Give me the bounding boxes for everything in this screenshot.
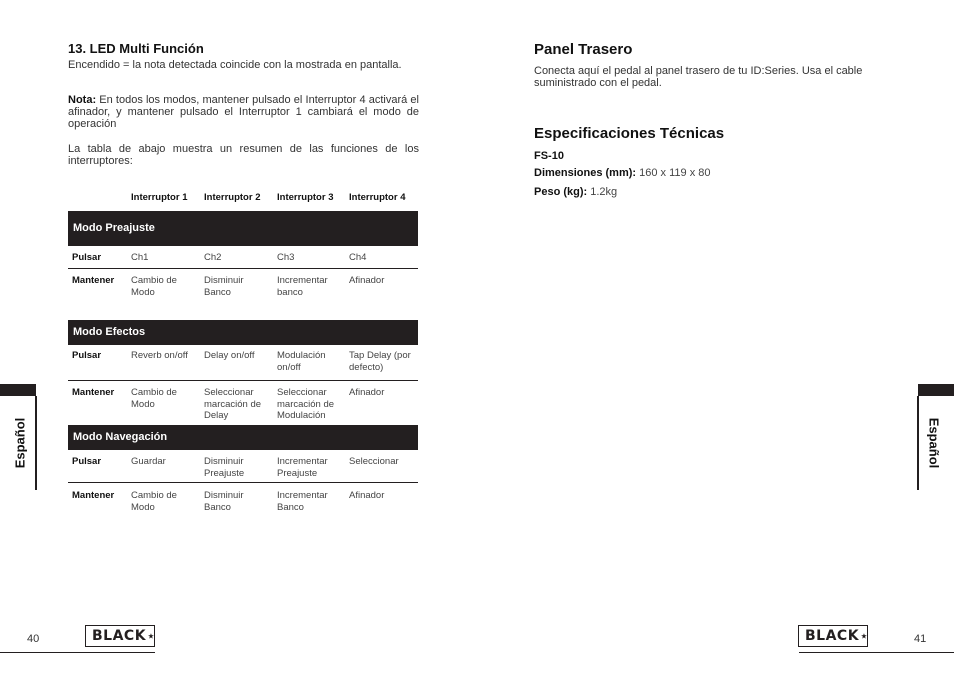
table-cell: Delay on/off — [204, 350, 255, 361]
table-cell: Cambio de Modo — [131, 387, 177, 410]
column-header: Interruptor 4 — [349, 192, 406, 203]
table-cell: Modulación on/off — [277, 350, 326, 373]
logo-text: BLACK — [92, 628, 147, 644]
section-bar-navigation: Modo Navegación — [68, 425, 418, 450]
table-cell: Ch4 — [349, 252, 367, 263]
row-label: Pulsar — [72, 456, 102, 467]
panel-title: Panel Trasero — [534, 41, 633, 58]
table-intro: La tabla de abajo muestra un resumen de las funciones de los interruptores: — [68, 143, 419, 167]
table-cell: Seleccionar marcación de Modulación — [277, 387, 335, 421]
table-cell: Seleccionar marcación de Delay — [204, 387, 262, 421]
table-cell: Seleccionar — [349, 456, 399, 467]
spec-value: 160 x 119 x 80 — [636, 167, 711, 179]
star-icon — [861, 627, 867, 645]
side-tab-label: Español — [12, 417, 28, 469]
row-label: Mantener — [72, 490, 115, 501]
row-divider — [68, 380, 418, 381]
page-number: 40 — [27, 633, 40, 645]
specs-title: Especificaciones Técnicas — [534, 125, 725, 142]
table-cell: Ch1 — [131, 252, 149, 263]
row-label: Pulsar — [72, 350, 102, 361]
model-name: FS-10 — [534, 150, 564, 162]
table-cell: Reverb on/off — [131, 350, 188, 361]
section-bar-effects: Modo Efectos — [68, 320, 418, 345]
row-label: Pulsar — [72, 252, 102, 263]
led-description: Encendido = la nota detectada coincide con la mostrada en pantalla. — [68, 59, 402, 71]
row-label: Mantener — [72, 387, 115, 398]
table-cell: Incrementar Preajuste — [277, 456, 328, 479]
brand-logo — [798, 625, 868, 647]
table-cell: Ch2 — [204, 252, 222, 263]
spec-dimensions — [534, 167, 710, 179]
table-cell: Afinador — [349, 490, 385, 501]
table-cell: Cambio de Modo — [131, 490, 177, 513]
table-cell: Afinador — [349, 387, 385, 398]
side-tab-bar — [918, 384, 954, 396]
spec-label: Peso (kg): — [534, 186, 588, 198]
table-cell: Incrementar banco — [277, 275, 328, 298]
star-icon — [148, 627, 154, 645]
logo-text: BLACK — [805, 628, 860, 644]
side-tab-edge — [917, 396, 919, 490]
column-header: Interruptor 2 — [204, 192, 261, 203]
table-cell: Disminuir Preajuste — [204, 456, 245, 479]
note-text: En todos los modos, mantener pulsado el Interruptor 4 activará el afinador, y mantener pulsado el Interruptor 1 cambiará el modo de operación — [68, 94, 419, 130]
side-tab-bar — [0, 384, 36, 396]
note-paragraph — [68, 94, 419, 130]
panel-text: Conecta aquí el pedal al panel trasero de tu ID:Series. Usa el cable suministrado con el pedal. — [534, 65, 863, 89]
spec-weight — [534, 186, 617, 198]
row-label: Mantener — [72, 275, 115, 286]
spec-value: 1.2kg — [587, 186, 618, 198]
table-cell: Guardar — [131, 456, 166, 467]
spec-label: Dimensiones (mm): — [534, 167, 637, 179]
footer-rule — [0, 652, 155, 653]
column-header: Interruptor 1 — [131, 192, 188, 203]
side-tab-edge — [35, 396, 37, 490]
table-cell: Incrementar Banco — [277, 490, 328, 513]
table-cell: Disminuir Banco — [204, 490, 244, 513]
table-cell: Afinador — [349, 275, 385, 286]
brand-logo — [85, 625, 155, 647]
section-bar-preset: Modo Preajuste — [68, 211, 418, 246]
table-cell: Disminuir Banco — [204, 275, 244, 298]
row-divider — [68, 268, 418, 269]
table-cell: Ch3 — [277, 252, 295, 263]
section-title: 13. LED Multi Función — [68, 41, 204, 56]
table-cell: Cambio de Modo — [131, 275, 177, 298]
page-number: 41 — [914, 633, 927, 645]
note-label: Nota: — [68, 94, 97, 106]
footer-rule — [799, 652, 954, 653]
side-tab-label: Español — [926, 417, 942, 469]
column-header: Interruptor 3 — [277, 192, 334, 203]
table-cell: Tap Delay (por defecto) — [349, 350, 411, 373]
row-divider — [68, 482, 418, 483]
